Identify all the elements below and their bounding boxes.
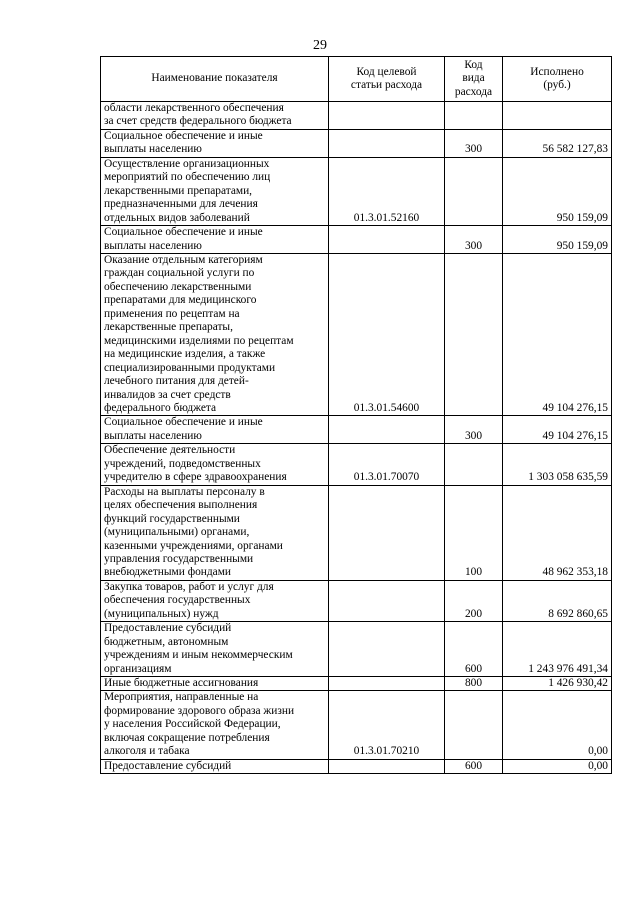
row-target-code: 01.3.01.52160 <box>329 157 445 225</box>
row-amount <box>503 102 612 130</box>
row-name: Социальное обеспечение и иные выплаты населению <box>101 416 329 444</box>
row-amount: 56 582 127,83 <box>503 129 612 157</box>
row-expense-type: 300 <box>445 129 503 157</box>
row-amount: 48 962 353,18 <box>503 485 612 580</box>
table-row <box>101 416 612 444</box>
row-amount: 8 692 860,65 <box>503 580 612 621</box>
row-amount: 0,00 <box>503 759 612 773</box>
row-amount: 1 303 058 635,59 <box>503 444 612 485</box>
row-expense-type <box>445 253 503 415</box>
table-row <box>101 580 612 621</box>
row-amount: 1 243 976 491,34 <box>503 622 612 677</box>
row-target-code: 01.3.01.54600 <box>329 253 445 415</box>
row-expense-type: 300 <box>445 226 503 254</box>
row-name: Закупка товаров, работ и услуг для обеспечения государственных (муниципальных) нужд <box>101 580 329 621</box>
row-target-code <box>329 416 445 444</box>
row-expense-type: 800 <box>445 677 503 691</box>
row-target-code <box>329 485 445 580</box>
row-amount: 49 104 276,15 <box>503 253 612 415</box>
table-row <box>101 691 612 759</box>
table-row <box>101 677 612 691</box>
row-target-code <box>329 759 445 773</box>
row-amount: 49 104 276,15 <box>503 416 612 444</box>
row-amount: 950 159,09 <box>503 157 612 225</box>
row-expense-type <box>445 444 503 485</box>
table-row <box>101 226 612 254</box>
row-expense-type: 600 <box>445 759 503 773</box>
row-name: Социальное обеспечение и иные выплаты населению <box>101 226 329 254</box>
row-expense-type <box>445 102 503 130</box>
header-target-code: Код целевой статьи расхода <box>329 57 445 102</box>
row-target-code <box>329 622 445 677</box>
row-target-code: 01.3.01.70070 <box>329 444 445 485</box>
row-expense-type: 100 <box>445 485 503 580</box>
table-row <box>101 157 612 225</box>
table-row <box>101 485 612 580</box>
row-target-code: 01.3.01.70210 <box>329 691 445 759</box>
row-amount: 950 159,09 <box>503 226 612 254</box>
row-amount: 0,00 <box>503 691 612 759</box>
table-row <box>101 622 612 677</box>
row-name: Предоставление субсидий бюджетным, автономным учреждениям и иным некоммерческим организациям <box>101 622 329 677</box>
row-expense-type <box>445 691 503 759</box>
table-row <box>101 444 612 485</box>
row-name: области лекарственного обеспечения за счет средств федерального бюджета <box>101 102 329 130</box>
header-indicator-name: Наименование показателя <box>101 57 329 102</box>
row-target-code <box>329 226 445 254</box>
table-row <box>101 253 612 415</box>
table-row <box>101 102 612 130</box>
header-expense-type: Код вида расхода <box>445 57 503 102</box>
table-header-row <box>101 57 612 102</box>
row-target-code <box>329 102 445 130</box>
row-expense-type: 600 <box>445 622 503 677</box>
row-name: Предоставление субсидий <box>101 759 329 773</box>
table-row <box>101 129 612 157</box>
expenditure-table <box>100 56 612 774</box>
row-target-code <box>329 129 445 157</box>
row-expense-type <box>445 157 503 225</box>
row-expense-type: 200 <box>445 580 503 621</box>
row-expense-type: 300 <box>445 416 503 444</box>
row-target-code <box>329 580 445 621</box>
row-name: Иные бюджетные ассигнования <box>101 677 329 691</box>
table-row <box>101 759 612 773</box>
row-name: Осуществление организационных мероприятий по обеспечению лиц лекарственными препаратами, предназначенными для лечения отдельных видов заболеваний <box>101 157 329 225</box>
row-name: Социальное обеспечение и иные выплаты населению <box>101 129 329 157</box>
row-target-code <box>329 677 445 691</box>
row-amount: 1 426 930,42 <box>503 677 612 691</box>
header-executed: Исполнено (руб.) <box>503 57 612 102</box>
row-name: Мероприятия, направленные на формирование здорового образа жизни у населения Российской Федерации, включая сокращение потребления алкоголя и табака <box>101 691 329 759</box>
row-name: Обеспечение деятельности учреждений, подведомственных учредителю в сфере здравоохранения <box>101 444 329 485</box>
row-name: Расходы на выплаты персоналу в целях обеспечения выполнения функций государственными (муниципальными) органами, казенными учреждениями, органами управления государственными внебюджетными фондами <box>101 485 329 580</box>
page-number: 29 <box>313 38 327 53</box>
row-name: Оказание отдельным категориям граждан социальной услуги по обеспечению лекарственными препаратами для медицинского применения по рецептам на лекарственные препараты, медицинскими изделиями по рецептам на медицинские изделия, а также специализированными продуктами лечебного питания для детей- инвалидов за счет средств федерального бюджета <box>101 253 329 415</box>
